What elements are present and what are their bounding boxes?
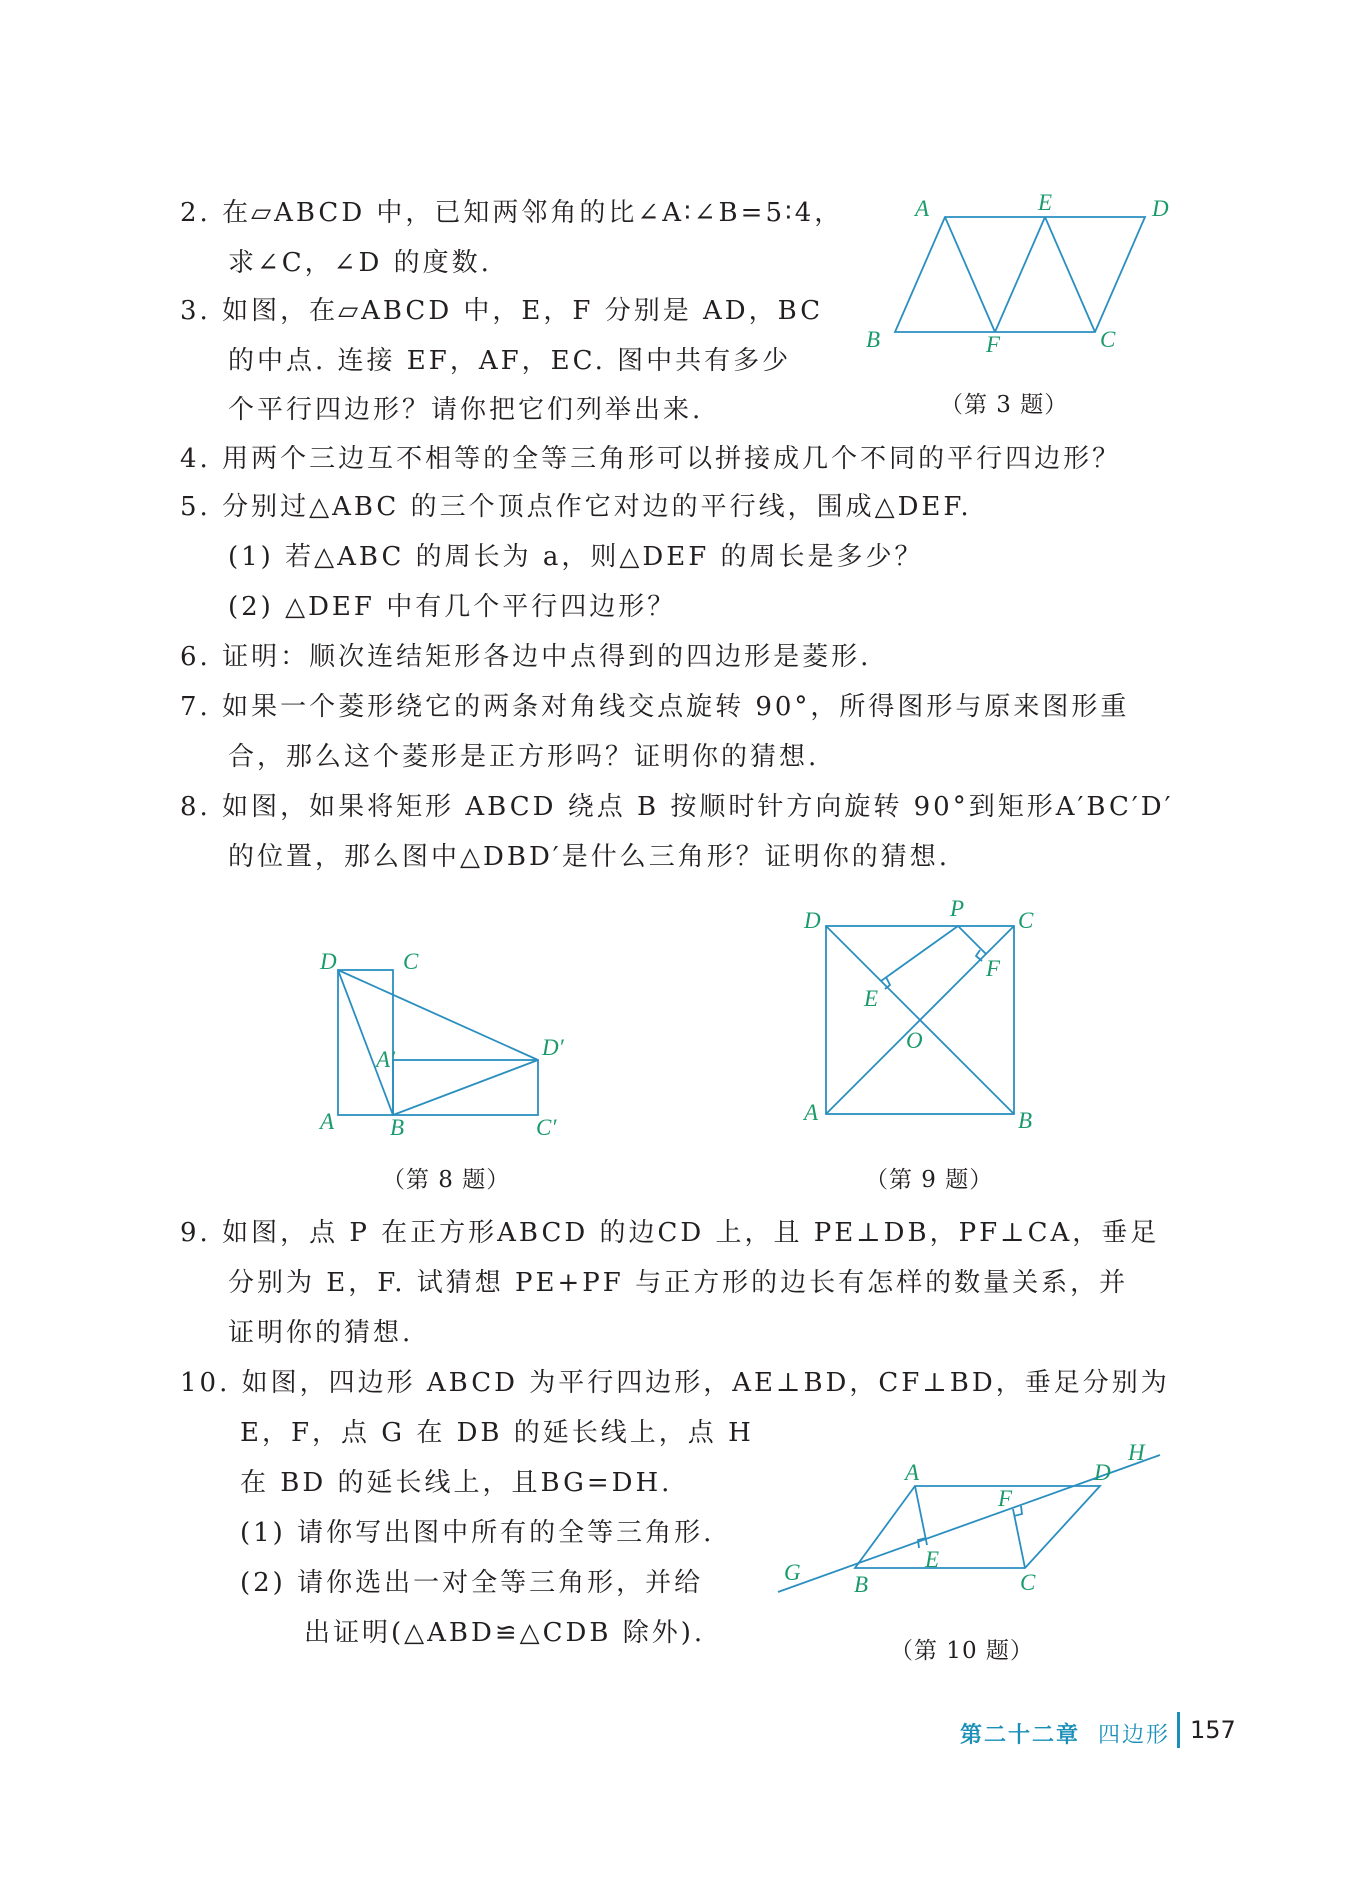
problem-10-sub-2: (2) 请你选出一对全等三角形，并给 bbox=[240, 1568, 704, 1598]
problem-10-sub-3: 出证明(△ABD≌△CDB 除外). bbox=[304, 1618, 706, 1648]
fig9-segment-pe bbox=[881, 926, 958, 981]
fig9-label-f: F bbox=[986, 956, 1001, 981]
problem-7-line-1: 7. 如果一个菱形绕它的两条对角线交点旋转 90°，所得图形与原来图形重 bbox=[180, 692, 1130, 722]
problem-10-line-1: 10. 如图，四边形 ABCD 为平行四边形，AE⊥BD，CF⊥BD，垂足分别为 bbox=[180, 1368, 1170, 1398]
fig9-label-e: E bbox=[864, 986, 879, 1011]
problem-2-line-1: 2. 在▱ABCD 中，已知两邻角的比∠A∶∠B=5∶4， bbox=[180, 198, 844, 228]
problem-6-line-1: 6. 证明：顺次连结矩形各边中点得到的四边形是菱形. bbox=[180, 642, 872, 672]
fig10-label-f: F bbox=[998, 1486, 1013, 1511]
fig10-label-b: B bbox=[854, 1572, 869, 1597]
problem-4-line-1: 4. 用两个三边互不相等的全等三角形可以拼接成几个不同的平行四边形？ bbox=[180, 444, 1122, 474]
fig8-segment-bd1 bbox=[393, 1060, 538, 1115]
problem-3-line-2: 的中点. 连接 EF，AF，EC. 图中共有多少 bbox=[228, 346, 792, 376]
fig3-label-f: F bbox=[986, 332, 1001, 357]
fig10-label-c: C bbox=[1020, 1570, 1036, 1595]
fig3-label-a: A bbox=[915, 196, 930, 221]
fig10-label-g: G bbox=[784, 1560, 801, 1585]
fig8-label-d: D bbox=[320, 949, 337, 974]
figure-10-diagram bbox=[770, 1440, 1170, 1600]
fig9-label-d: D bbox=[804, 908, 821, 933]
fig9-label-c: C bbox=[1018, 908, 1034, 933]
problem-9-line-3: 证明你的猜想. bbox=[228, 1318, 414, 1348]
figure-3-diagram bbox=[860, 190, 1190, 357]
fig9-label-a: A bbox=[804, 1100, 819, 1125]
problem-7-line-2: 合，那么这个菱形是正方形吗？证明你的猜想. bbox=[228, 742, 820, 772]
fig9-label-p: P bbox=[950, 896, 965, 921]
fig9-right-angle-f bbox=[976, 950, 982, 961]
figure-8-diagram bbox=[310, 949, 570, 1145]
figure-3-caption: （第 3 题） bbox=[940, 392, 1069, 418]
problem-5-sub-1: (1) 若△ABC 的周长为 a，则△DEF 的周长是多少？ bbox=[228, 542, 924, 572]
footer-section: 四边形 bbox=[1098, 1723, 1171, 1748]
fig8-label-d1: D′ bbox=[542, 1035, 564, 1060]
fig9-label-b: B bbox=[1018, 1108, 1033, 1133]
problem-5-sub-2: (2) △DEF 中有几个平行四边形？ bbox=[228, 592, 677, 622]
problem-8-line-2: 的位置，那么图中△DBD′是什么三角形？证明你的猜想. bbox=[228, 842, 950, 872]
footer-chapter: 第二十二章 bbox=[960, 1723, 1081, 1748]
figure-10-caption: （第 10 题） bbox=[890, 1638, 1034, 1664]
fig9-right-angle-e bbox=[885, 977, 890, 989]
problem-9-line-2: 分别为 E，F. 试猜想 PE+PF 与正方形的边长有怎样的数量关系，并 bbox=[228, 1268, 1129, 1298]
fig3-label-b: B bbox=[866, 327, 881, 352]
fig3-label-c: C bbox=[1100, 327, 1116, 352]
fig10-label-h: H bbox=[1128, 1440, 1145, 1465]
problem-3-line-3: 个平行四边形？请你把它们列举出来. bbox=[228, 395, 704, 425]
fig10-label-a: A bbox=[905, 1460, 920, 1485]
fig3-segment-fe bbox=[995, 217, 1045, 332]
fig8-segment-dd1 bbox=[338, 970, 538, 1060]
problem-10-line-3: 在 BD 的延长线上，且BG=DH. bbox=[240, 1468, 673, 1498]
fig9-segment-pf bbox=[958, 926, 986, 954]
problem-10-sub-1: (1) 请你写出图中所有的全等三角形. bbox=[240, 1518, 715, 1548]
figure-9-diagram bbox=[790, 896, 1070, 1140]
problem-9-line-1: 9. 如图，点 P 在正方形ABCD 的边CD 上，且 PE⊥DB，PF⊥CA，垂足 bbox=[180, 1218, 1160, 1248]
fig3-segment-ec bbox=[1045, 217, 1095, 332]
problem-3-line-1: 3. 如图，在▱ABCD 中，E，F 分别是 AD，BC bbox=[180, 296, 824, 326]
fig10-segment-ae bbox=[915, 1486, 927, 1545]
fig3-segment-af bbox=[945, 217, 995, 332]
fig8-label-c: C bbox=[403, 949, 419, 974]
footer-divider bbox=[1177, 1712, 1180, 1748]
figure-9-caption: （第 9 题） bbox=[865, 1167, 994, 1193]
fig10-segment-cf bbox=[1013, 1509, 1025, 1568]
problem-2-line-2: 求∠C，∠D 的度数. bbox=[228, 248, 492, 278]
fig3-label-d: D bbox=[1152, 196, 1169, 221]
fig9-label-o: O bbox=[906, 1028, 923, 1053]
fig8-label-c1: C′ bbox=[536, 1115, 557, 1140]
problem-8-line-1: 8. 如图，如果将矩形 ABCD 绕点 B 按顺时针方向旋转 90°到矩形A′BC′D′ bbox=[180, 792, 1174, 822]
fig8-label-a: A bbox=[320, 1109, 335, 1134]
problem-10-line-2: E，F，点 G 在 DB 的延长线上，点 H bbox=[240, 1418, 754, 1448]
fig10-label-d: D bbox=[1094, 1460, 1111, 1485]
figure-8-caption: （第 8 题） bbox=[382, 1167, 511, 1193]
fig10-parallelogram bbox=[855, 1486, 1100, 1568]
fig8-label-a1: A′ bbox=[376, 1047, 396, 1072]
problem-5-line-1: 5. 分别过△ABC 的三个顶点作它对边的平行线，围成△DEF. bbox=[180, 492, 972, 522]
fig3-label-e: E bbox=[1038, 190, 1053, 215]
fig8-label-b: B bbox=[390, 1115, 405, 1140]
fig10-label-e: E bbox=[925, 1547, 940, 1572]
page-number: 157 bbox=[1190, 1716, 1236, 1744]
